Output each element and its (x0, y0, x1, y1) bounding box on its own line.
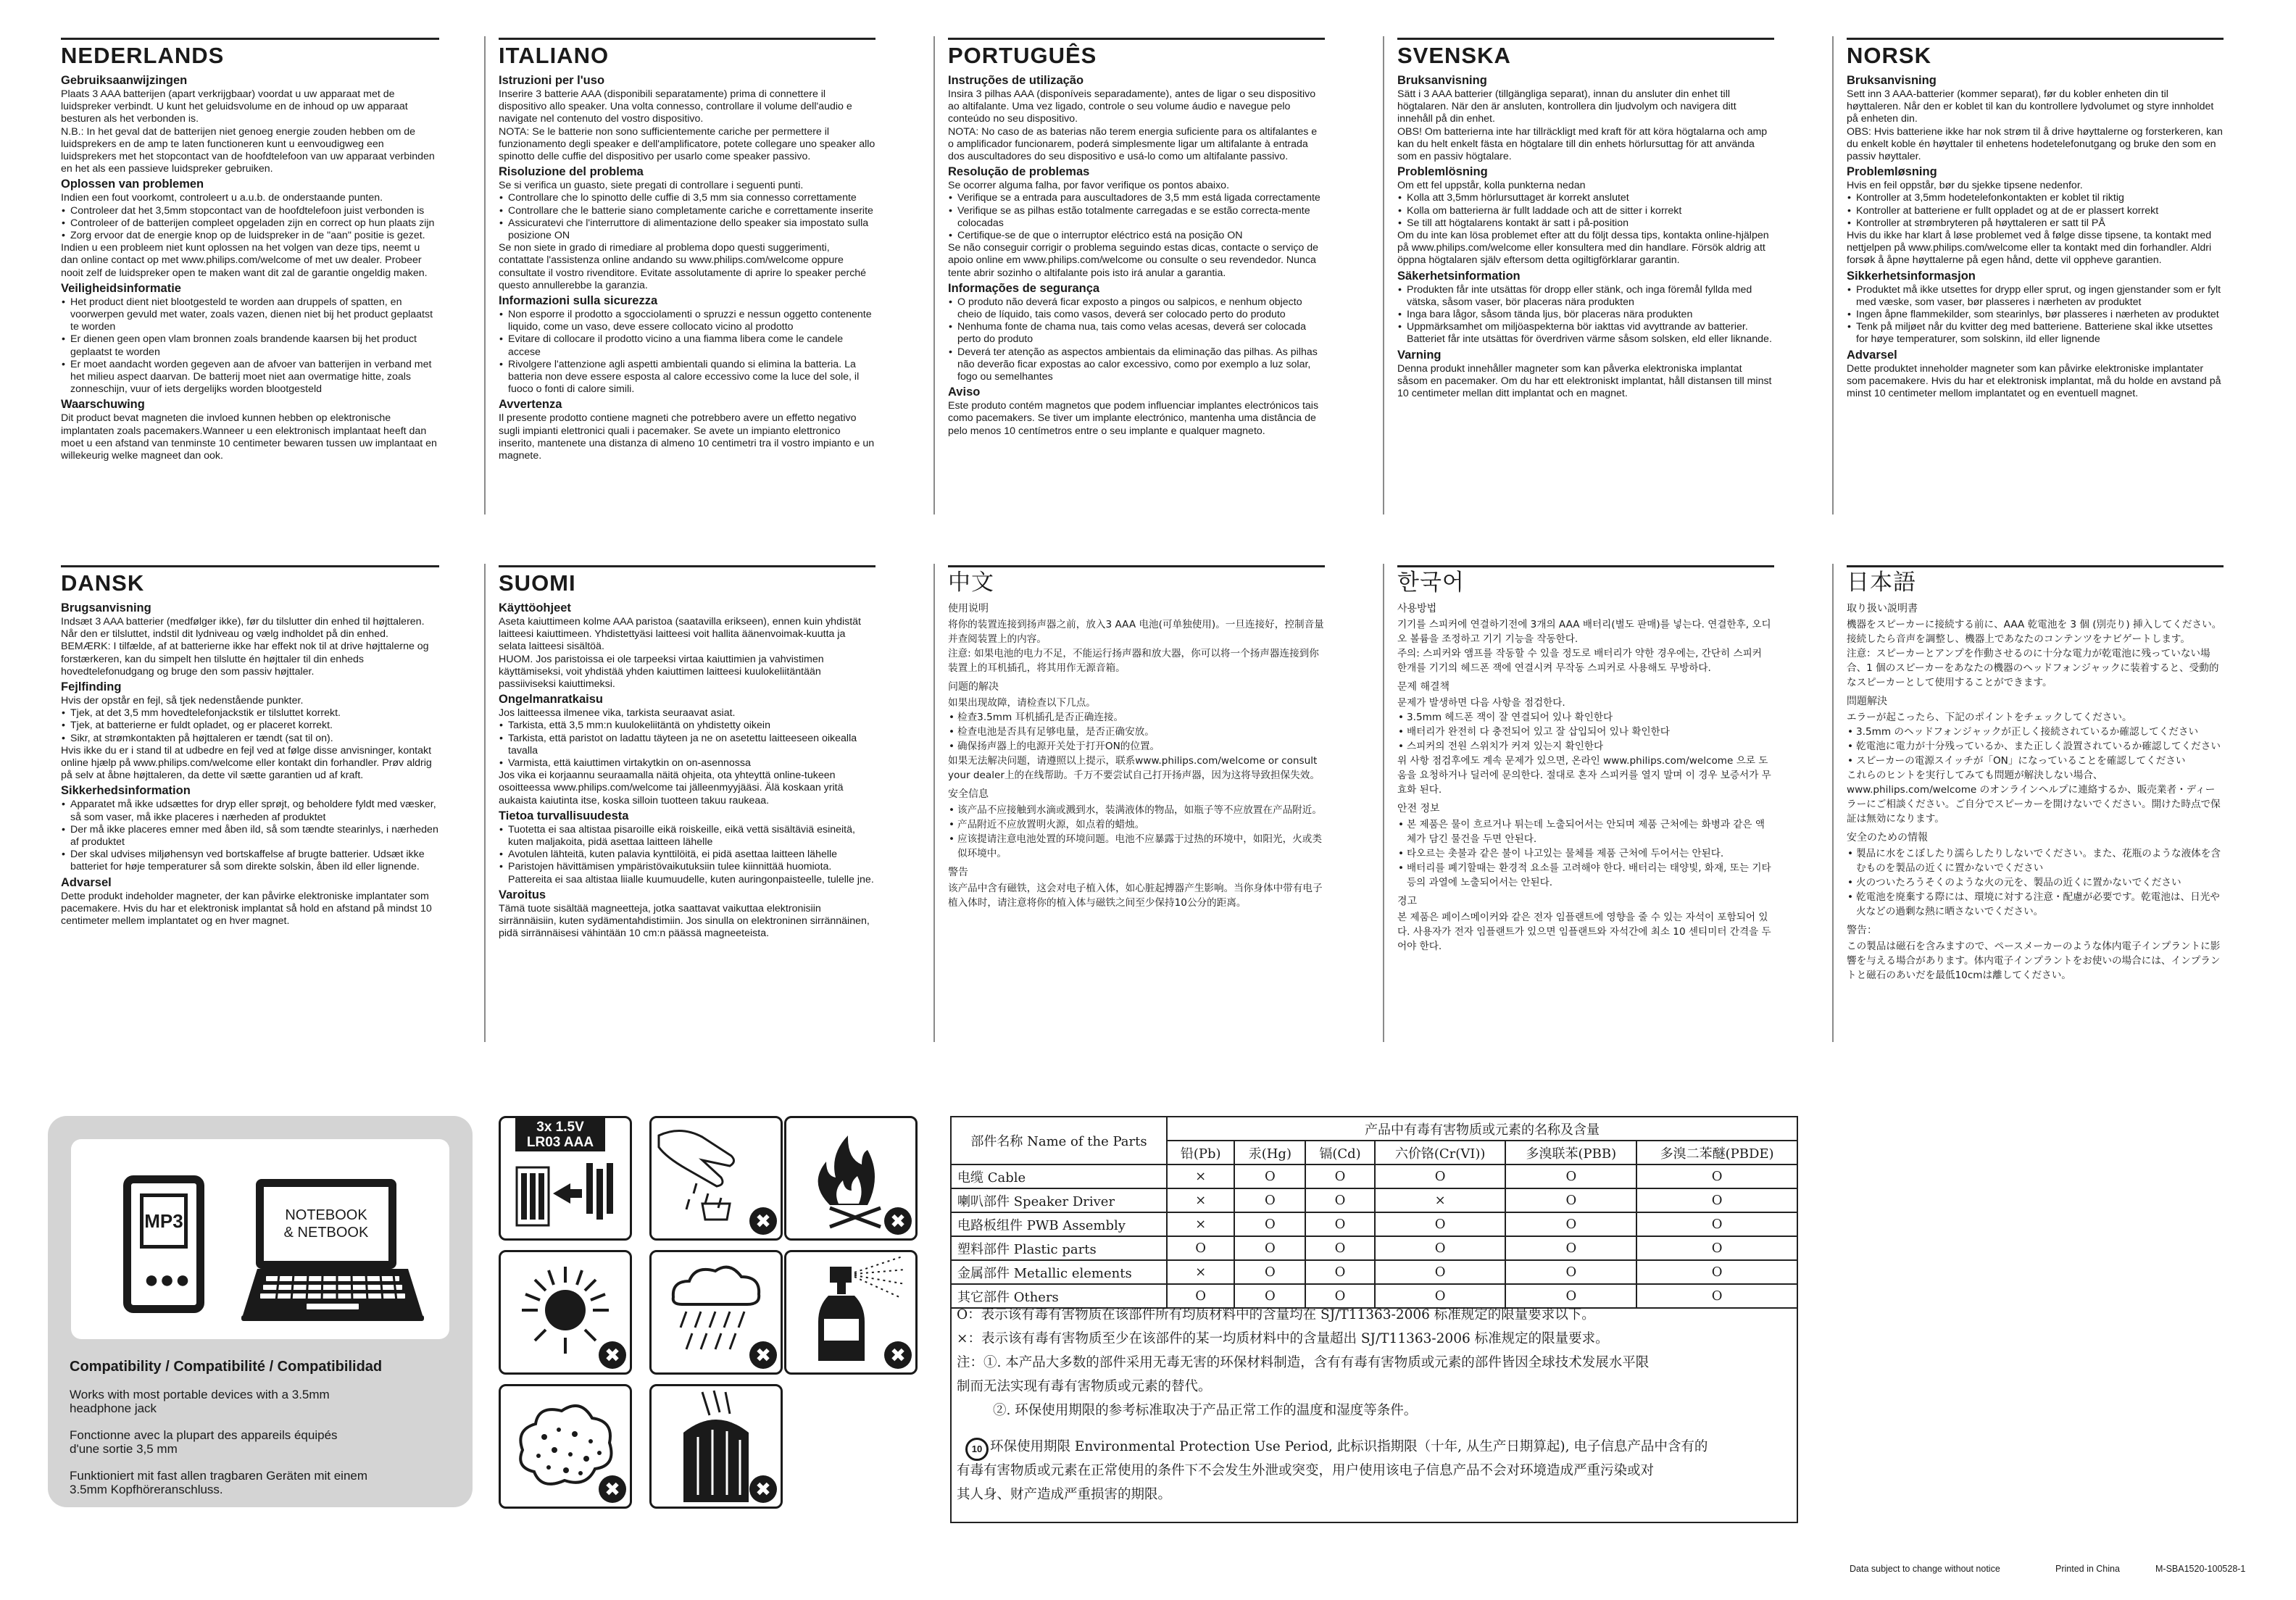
bullet-list (1397, 192, 1774, 230)
paragraph: Se si verifica un guasto, siete pregati di controllare i seguenti punti. (499, 180, 804, 192)
list-item: • 应该提请注意电池处置的环境问题。电池不应暴露于过热的环境中，如阳光，火或类似环境中。 (957, 832, 1325, 861)
paragraph: Se ocorrer alguma falha, por favor verifique os pontos abaixo. (948, 180, 1230, 192)
list-item: • 乾電池を廃棄する際には、環境に対する注意・配慮が必要です。乾電池は、日光や火などの過剰な熱に晒さないでください。 (1856, 890, 2224, 919)
list-item: • Tarkista, että paristot on ladattu täyteen ja ne on asetettu laitteeseen oikealla tavalla (508, 733, 875, 757)
paragraph: Indien u een probleem niet kunt oplossen na het volgen van deze tips, neemt u dan online contact op met www.philips.com/welcome of met uw dealer. Probeer nooit zelf de luidspreker open te maken want dit zal de garantie ongeldig maken. (61, 242, 428, 279)
substance-value-cell: O (1234, 1260, 1305, 1284)
section-heading: 경고 (1397, 896, 1418, 907)
substance-value-cell: O (1234, 1284, 1305, 1308)
substance-value-cell: O (1505, 1212, 1636, 1236)
section-heading: Käyttöohjeet (499, 601, 571, 614)
list-item: • Evitare di collocare il prodotto vicino a una fiamma libera come le candele accese (508, 333, 875, 358)
language-title: DANSK (61, 565, 439, 594)
section-heading: 警告： (1847, 925, 1877, 936)
section-heading: Gebruiksaanwijzingen (61, 74, 188, 87)
language-column-it (484, 36, 890, 514)
device-icons-box (71, 1139, 449, 1339)
battery-type: LR03 AAA (526, 1135, 594, 1150)
section-heading: 警告 (948, 867, 968, 878)
list-item: • Se till att högtalarens kontakt är satt i på-position (1407, 217, 1774, 230)
list-item: • Er dienen geen open vlam bronnen zoals brandende kaarsen bij het product geplaatst te worden (70, 333, 439, 358)
substances-group-header: 产品中有毒有害物质或元素的名称及含量 (1167, 1117, 1797, 1141)
compat-line-de: Funktioniert mit fast allen tragbaren Geräten mit einem 3.5mm Kopfhöreranschluss. (70, 1469, 368, 1496)
paragraph: Sätt i 3 AAA batterier (tillgängliga separat), innan du ansluter din enhet till högtalaren. När den är ansluten, kontrollera din ljudvolym och navigera ditt innehåll på din enhet. (1397, 88, 1736, 125)
paragraph: 문제가 발생하면 다음 사항을 점검한다. (1397, 697, 1565, 709)
prohibited-badge: ✖ (599, 1475, 626, 1503)
paragraph: HUOM. Jos paristoissa ei ole tarpeeksi virtaa kaiuttimien ja vahvistimen käyttämiseksi, voit yhdistää yhden kaiuttimen laitteesi kuulokeliitäntään passiiviseksi kaiuttimeksi. (499, 653, 824, 691)
compat-line-en: Works with most portable devices with a 3.5mm headphone jack (70, 1388, 330, 1415)
paragraph: Se não conseguir corrigir o problema seguindo estas dicas, contacte o serviço de apoio online em www.philips.com/welcome ou consulte o seu revendedor. Nunca tente abrir sozinho o altifalante pois isto irá anular a garantia. (948, 242, 1319, 279)
substance-value-cell: O (1167, 1284, 1234, 1308)
list-item: • Certifique-se de que o interruptor eléctrico está na posição ON (957, 230, 1325, 242)
language-column-da (48, 564, 454, 1042)
section-heading: Brugsanvisning (61, 601, 151, 614)
list-item: • Controllare che le batterie siano completamente cariche e correttamente inserite (508, 205, 875, 217)
paragraph: Jos laitteessa ilmenee vika, tarkista seuraavat asiat. (499, 707, 736, 720)
list-item: • 스피커의 전원 스위치가 커져 있는지 확인한다 (1407, 739, 1774, 754)
substance-value-cell: O (1636, 1164, 1797, 1188)
substance-value-cell: × (1167, 1164, 1234, 1188)
language-column-ja (1832, 564, 2238, 1042)
list-item: • Sikr, at strømkontakten på højttaleren er tændt (sat til on). (70, 733, 439, 745)
substance-value-cell: O (1305, 1164, 1374, 1188)
paragraph: Insira 3 pilhas AAA (disponíveis separadamente), antes de ligar o seu dispositivo ao altifalante. Uma vez ligado, controle o seu volume áudio e navegue pelo conteúdo no seu dispositivo. (948, 88, 1316, 125)
rohs-note-x: ×：表示该有毒有害物质至少在该部件的某一均质材料中的含量超出 SJ/T11363-2006 标准规定的限量要求。 (957, 1331, 1609, 1346)
table-row (951, 1236, 1797, 1260)
list-item: • Apparatet må ikke udsættes for dryp eller sprøjt, og beholdere fyldt med væsker, så som vaser, må ikke placeres i nærheden af produktet (70, 799, 439, 823)
list-item: • Er moet aandacht worden gegeven aan de afvoer van batterijen in verband met het milieu aspect daarvan. De batterij moet niet aan overmatige hitte, zoals zonneschijn, vuur of iets dergelijks worden blootgesteld (70, 359, 439, 396)
substance-header: 汞(Hg) (1234, 1141, 1305, 1164)
language-title: NORSK (1847, 38, 2224, 67)
bullet-list (1397, 710, 1774, 754)
part-name-cell: 电缆 Cable (951, 1164, 1167, 1188)
prohibited-badge: ✖ (749, 1475, 777, 1503)
paragraph: 위 사항 점검후에도 계속 문제가 있으면, 온라인 www.philips.com/welcome 으로 도움을 요청하거나 딜러에 문의한다. 절대로 혼자 스피커를 열지 말며 이 경우 보증서가 무효화 된다. (1397, 755, 1771, 796)
paragraph: BEMÆRK: I tilfælde, af at batterierne ikke har effekt nok til at drive højttalerne og forstærkeren, kan du simpelt hen tilslutte én højttaler til din enheds hovedtelefonudgang og bruge den som passiv højttaler. (61, 641, 429, 678)
bullet-list (1847, 725, 2224, 768)
laptop-screen (256, 1179, 396, 1269)
paragraph: Inserire 3 batterie AAA (disponibili separatamente) prima di connettere il dispositivo allo speaker. Una volta connesso, controllare il volume dell'audio e navigate nel contenuto del vostro dispositivo. (499, 88, 852, 125)
rohs-note-1b: 制而无法实现有毒有害物质或元素的替代。 (957, 1379, 1212, 1394)
list-item: • Verifique se a entrada para auscultadores de 3,5 mm está ligada correctamente (957, 192, 1325, 204)
section-heading: Aviso (948, 386, 981, 399)
substance-value-cell: O (1505, 1260, 1636, 1284)
section-heading: Bruksanvisning (1847, 74, 1937, 87)
list-item: • Kontroller at batteriene er fullt oppladet og at de er plassert korrekt (1856, 205, 2224, 217)
paragraph: Hvis ikke du er i stand til at udbedre en fejl ved at følge disse anvisninger, kontakt online hjælp på www.philips.com/welcome eller kontakt din forhandler. Prøv aldrig på selv at åbne højttaleren, da dette vil sætte garantien ud af kraft. (61, 744, 432, 782)
list-item: • Varmista, että kaiuttimen virtakytkin on on-asennossa (508, 757, 875, 770)
list-item: • Kontroller at 3,5mm hodetelefonkontakten er koblet til riktig (1856, 192, 2224, 204)
prohibited-badge: ✖ (749, 1341, 777, 1369)
list-item: • Rivolgere l'attenzione agli aspetti ambientali quando si elimina la batteria. La batteria non deve essere esposta al calore eccessivo come la luce del sole, il fuoco o fonti di calore simili. (508, 359, 875, 396)
substance-value-cell: O (1305, 1284, 1374, 1308)
substance-header: 多溴联苯(PBB) (1505, 1141, 1636, 1164)
list-item: • Het product dient niet blootgesteld te worden aan druppels of spatten, en voorwerpen gevuld met water, zoals vazen, dienen niet bij het product geplaatst te worden (70, 296, 439, 334)
section-heading: 사용방법 (1397, 603, 1437, 614)
part-name-cell: 塑料部件 Plastic parts (951, 1236, 1167, 1260)
section-heading: Istruzioni per l'uso (499, 74, 605, 87)
parts-column-header: 部件名称 Name of the Parts (951, 1117, 1167, 1164)
language-title: SVENSKA (1397, 38, 1774, 67)
list-item: • Der skal udvises miljøhensyn ved bortskaffelse af brugte batterier. Udsæt ikke batteriet for høje temperaturer så som direkte solskin, åben ild eller lignende. (70, 849, 439, 873)
bullet-list (1397, 284, 1774, 346)
list-item: • Tuotetta ei saa altistaa pisaroille eikä roiskeille, eikä vettä sisältäviä esineitä, kuten maljakoita, pidä asettaa laitteen lähelle (508, 824, 875, 849)
paragraph: Tämä tuote sisältää magneetteja, jotka saattavat vaikuttaa elektronisiin sirrännäisiin, kuten sydämentahdistimiin. Jos sinulla on elektroninen sirrännäinen, pidä sirrännäisesi vähintään 10 cm:n päässä magneeteista. (499, 902, 870, 940)
no-open-flame-pictogram (784, 1116, 918, 1241)
laptop-label-line-1: NOTEBOOK (285, 1207, 367, 1223)
substance-value-cell: O (1234, 1164, 1305, 1188)
paragraph: 機器をスピーカーに接続する前に、AAA 乾電池を 3 個 (別売り) 挿入してください。接続したら音声を調整し、機器上であなたのコンテンツをナビゲートします。 (1847, 619, 2222, 645)
substance-value-cell: O (1636, 1236, 1797, 1260)
substance-value-cell: O (1167, 1236, 1234, 1260)
mp3-buttons: ●●● (144, 1266, 191, 1293)
section-heading: 安全信息 (948, 788, 989, 800)
no-rain-pictogram (649, 1250, 783, 1375)
language-title: 日本語 (1847, 565, 2224, 594)
list-item: • 产品附近不应放置明火源，如点着的蜡烛。 (957, 817, 1325, 832)
paragraph: OBS: Hvis batteriene ikke har nok strøm til å drive høyttalerne og forsterkeren, kan du enkelt koble én høyttaler til enhetens hodetelefonutgang og bruke den som en passiv høyttaler. (1847, 125, 2223, 163)
section-heading: Sikkerhetsinformasjon (1847, 269, 1976, 283)
paragraph: Plaats 3 AAA batterijen (apart verkrijgbaar) voordat u uw apparaat met de luidspreker verbindt. U kunt het geluidsvolume en de inhoud op uw apparaat besturen als het verbonden is. (61, 88, 408, 125)
section-heading: Advarsel (1847, 348, 1897, 362)
section-heading: Fejlfinding (61, 680, 122, 694)
substance-value-cell: O (1305, 1260, 1374, 1284)
rohs-hazardous-substances-table (950, 1116, 1798, 1309)
battery-insert-icon (501, 1151, 630, 1238)
language-column-fi (484, 564, 890, 1042)
section-heading: Avvertenza (499, 398, 562, 412)
substance-value-cell: O (1375, 1260, 1506, 1284)
epup-line-2: 有毒有害物质或元素在正常使用的条件下不会发生外泄或突变，用户使用该电子信息产品不会对环境造成严重污染或对 (957, 1463, 1655, 1478)
bullet-list (499, 720, 875, 770)
language-title: ITALIANO (499, 38, 875, 67)
substance-value-cell: O (1305, 1236, 1374, 1260)
list-item: • Verifique se as pilhas estão totalmente carregadas e se estão correcta-mente colocadas (957, 205, 1325, 230)
no-dust-pictogram (499, 1384, 632, 1509)
list-item: • Tjek, at det 3,5 mm hovedtelefonjackstik er tilsluttet korrekt. (70, 707, 439, 720)
language-title: SUOMI (499, 565, 875, 594)
section-heading: 问题的解决 (948, 681, 999, 693)
section-heading: Varoitus (499, 888, 546, 901)
rohs-table-body (951, 1164, 1797, 1308)
language-title: 한국어 (1397, 565, 1774, 594)
substance-value-cell: O (1636, 1212, 1797, 1236)
bullet-list (499, 192, 875, 242)
epup-line-1: 环保使用期限 Environmental Protection Use Period, 此标识指期限（十年, 从生产日期算起), 电子信息产品中含有的 (990, 1439, 1708, 1454)
bullet-list (1847, 284, 2224, 346)
list-item: • Tarkista, että 3,5 mm:n kuulokeliitäntä on yhdistetty oikein (508, 720, 875, 732)
substance-value-cell: O (1305, 1212, 1374, 1236)
section-heading: Risoluzione del problema (499, 165, 644, 179)
list-item: • 乾電池に電力が十分残っているか、また正しく設置されているか確認してください (1856, 739, 2224, 754)
section-heading: Instruções de utilização (948, 74, 1084, 87)
section-heading: Waarschuwing (61, 398, 145, 412)
substance-value-cell: O (1375, 1212, 1506, 1236)
table-row (951, 1164, 1797, 1188)
paragraph: この製品は磁石を含みますので、ペースメーカーのような体内電子インプラントに影響を与える場合があります。体内電子インプラントをお使いの場合には、インプラントと磁石のあいだを最低10cmは離してください。 (1847, 941, 2221, 981)
paragraph: Indsæt 3 AAA batterier (medfølger ikke), før du tilslutter din enhed til højttaleren. Når den er tilsluttet, indstil dit lydniveau og vælg indholdet på din enhed. (61, 616, 425, 641)
section-heading: Ongelmanratkaisu (499, 693, 603, 707)
bullet-list (1847, 192, 2224, 230)
list-item: • Nenhuma fonte de chama nua, tais como velas acesas, deverá ser colocada perto do produto (957, 321, 1325, 346)
list-item: • Controleer dat het 3,5mm stopcontact van de hoofdtelefoon juist verbonden is (70, 205, 439, 217)
paragraph: Hvis du ikke har klart å løse problemet ved å følge disse tipsene, ta kontakt med nettjelpen på www.philips.com/welcome eller ta kontakt med din forhandler. Aldri forsøk å åpne høyttalerne på egen hånd, dette vil oppheve garantien. (1847, 230, 2212, 267)
list-item: • Der må ikke placeres emner med åben ild, så som tændte stearinlys, i nærheden af produktet (70, 824, 439, 849)
substance-header: 六价铬(Cr(VI)) (1375, 1141, 1506, 1164)
list-item: • 타오르는 촛불과 같은 불이 나고있는 물체를 제품 근처에 두어서는 안된다. (1407, 846, 1774, 861)
list-item: • Paristojen hävittämisen ympäristövaikutuksiin tulee kiinnittää huomiota. Pattereita ei saa altistaa liialle kuumuudelle, kuten auringonpaisteelle, tulelle jne. (508, 861, 875, 886)
laptop-keyboard-icon (241, 1267, 424, 1325)
section-heading: 안전 정보 (1397, 803, 1440, 814)
footer-document-code: M-SBA1520-100528-1 (2155, 1564, 2246, 1574)
substance-value-cell: O (1234, 1212, 1305, 1236)
paragraph: Este produto contém magnetos que podem influenciar implantes electrónicos tais como pacemakers. Se tiver um implante electrónico, mantenha uma distância de pelo menos 10 centímetros entre o seu implante e qualquer magneto. (948, 400, 1319, 437)
section-heading: Bruksanvisning (1397, 74, 1487, 87)
section-heading: Informazioni sulla sicurezza (499, 294, 658, 308)
list-item: • Produkten får inte utsättas för dropp eller stänk, och inga föremål fyllda med vätska, såsom vaser, bör placeras nära produkten (1407, 284, 1774, 309)
section-heading: Informações de segurança (948, 281, 1100, 295)
no-impact-pictogram (649, 1384, 783, 1509)
substance-value-cell: O (1505, 1164, 1636, 1188)
paragraph: Il presente prodotto contiene magneti che potrebbero avere un effetto negativo sugli impianti elettronici quali i pacemaker. Se avete un impianto elettronico inserito, mantenete una distanza di almeno 10 centimetri tra il vostro impianto e un magnete. (499, 412, 875, 462)
bullet-list (61, 707, 439, 745)
section-heading: Problemløsning (1847, 165, 1937, 179)
bullet-list (61, 205, 439, 243)
language-title: NEDERLANDS (61, 38, 439, 67)
substance-value-cell: × (1375, 1188, 1506, 1212)
substance-value-cell: O (1505, 1188, 1636, 1212)
list-item: • 3.5mm 헤드폰 잭이 잘 연결되어 있나 확인한다 (1407, 710, 1774, 725)
mp3-label: MP3 (140, 1193, 188, 1249)
substance-header: 多溴二苯醚(PBDE) (1636, 1141, 1797, 1164)
paragraph: Dit product bevat magneten die invloed kunnen hebben op elektronische implantaten zoals pacemakers.Wanneer u een elektronisch implantaat heeft dan moet u een afstand van tenminste 10 centimeter bewaren tussen uw implantaat en willekeurig welke magneet dan ook. (61, 412, 437, 462)
bullet-list (948, 803, 1325, 861)
paragraph: Sett inn 3 AAA-batterier (kommer separat), før du kobler enheten din til høyttaleren. Når den er koblet til kan du kontrollere lydvolumet og styre innholdet på enheten din. (1847, 88, 2214, 125)
footer-disclaimer: Data subject to change without notice (1850, 1564, 2000, 1574)
substance-value-cell: O (1505, 1236, 1636, 1260)
paragraph: 기기를 스피커에 연결하기전에 3개의 AAA 배터리(별도 판매)를 넣는다. 연결한후, 오디오 볼륨을 조정하고 기기 기능을 작동한다. (1397, 619, 1771, 645)
section-heading: Advarsel (61, 875, 112, 889)
bullet-list (1847, 846, 2224, 919)
list-item: • 3.5mm のヘッドフォンジャックが正しく接続されているか確認してください (1856, 725, 2224, 739)
bullet-list (948, 296, 1325, 383)
bullet-list (948, 192, 1325, 242)
substance-value-cell: × (1167, 1260, 1234, 1284)
list-item: • Tenk på miljøet når du kvitter deg med batteriene. Batteriene skal ikke utsettes for høye temperaturer, som solskinn, ild eller lignende (1856, 321, 2224, 346)
battery-voltage: 3x 1.5V (536, 1120, 584, 1135)
language-column-ko (1383, 564, 1789, 1042)
list-item: • Ingen åpne flammekilder, som stearinlys, bør plasseres i nærheten av produktet (1856, 309, 2224, 321)
battery-spec-label (515, 1118, 605, 1151)
language-column-sv (1383, 36, 1789, 514)
table-row (951, 1188, 1797, 1212)
substance-value-cell: O (1234, 1236, 1305, 1260)
paragraph: Hvis en feil oppstår, bør du sjekke tipsene nedenfor. (1847, 180, 2083, 192)
bullet-list (61, 296, 439, 396)
section-heading: Veiligheidsinformatie (61, 281, 181, 295)
list-item: • Uppmärksamhet om miljöaspekterna bör iakttas vid avyttrande av batterier. Batteriet får inte utsättas för överdriven värme såsom solsken, eld eller liknande. (1407, 321, 1774, 346)
paragraph: エラーが起こったら、下記のポイントをチェックしてください。 (1847, 712, 2132, 723)
list-item: • Zorg ervoor dat de energie knop op de luidspreker in de "aan" positie is gezet. (70, 230, 439, 242)
compatibility-panel (48, 1116, 473, 1507)
laptop-label-line-2: & NETBOOK (283, 1225, 369, 1241)
prohibited-badge: ✖ (884, 1207, 912, 1235)
substance-value-cell: × (1167, 1212, 1234, 1236)
list-item: • Controllare che lo spinotto delle cuffie di 3,5 mm sia connesso correttamente (508, 192, 875, 204)
substance-value-cell: O (1505, 1284, 1636, 1308)
compatibility-title: Compatibility / Compatibilité / Compatibilidad (70, 1359, 383, 1375)
part-name-cell: 其它部件 Others (951, 1284, 1167, 1308)
paragraph: N.B.: In het geval dat de batterijen niet genoeg energie zouden hebben om de luidsprekers en de amp te laten functioneren kunt u eenvoudigweg een luidsprekers met het stopcontact van de hoofdtelefoon van uw apparaat verbinden en het als een passieve luidspreker gebruiken. (61, 125, 435, 175)
bullet-list (499, 309, 875, 396)
rohs-note-1a: 注：①. 本产品大多数的部件采用无毒无害的环保材料制造，含有有毒有害物质或元素的部件皆因全球技术发展水平限 (957, 1355, 1650, 1370)
no-water-drips-pictogram (649, 1116, 783, 1241)
list-item: • Tjek, at batterierne er fuldt opladet, og er placeret korrekt. (70, 720, 439, 732)
list-item: • 배터리를 폐기할때는 환경적 요소를 고려해야 한다. 배터리는 태양빛, 화재, 또는 기타등의 과열에 노출되어서는 안된다. (1407, 861, 1774, 890)
prohibited-badge: ✖ (884, 1341, 912, 1369)
epup-logo-icon: 10 (965, 1438, 989, 1461)
paragraph: Denna produkt innehåller magneter som kan påverka elektroniska implantat såsom en pacemaker. Om du har ett elektroniskt implantat, håll distansen till minst 10 centimeter mellan ditt implantat och en magnet. (1397, 362, 1772, 400)
paragraph: 将你的装置连接到扬声器之前，放入3 AAA 电池(可单独使用)。一旦连接好，控制音量并查阅装置上的内容。 (948, 619, 1324, 645)
section-heading: Tietoa turvallisuudesta (499, 809, 629, 822)
substance-value-cell: O (1375, 1164, 1506, 1188)
list-item: • 본 제품은 물이 흐르거나 튀는데 노출되어서는 안되며 제품 근처에는 화병과 같은 액체가 담긴 물건을 두면 안된다. (1407, 817, 1774, 846)
paragraph: Dette produktet inneholder magneter som kan påvirke elektroniske implantater som pacemakere. Hvis du har et elektronisk implantat, må du holde en avstand på minst 10 centimeter mellom implantatet og en eventuell magnet. (1847, 362, 2221, 400)
section-heading: 문제 해결책 (1397, 681, 1450, 693)
compat-line-fr: Fonctionne avec la plupart des appareils équipés d'une sortie 3,5 mm (70, 1428, 338, 1456)
list-item: • 火のついたろうそくのような火の元を、製品の近くに置かないでください (1856, 875, 2224, 890)
battery-pictogram (499, 1116, 632, 1241)
list-item: • O produto não deverá ficar exposto a pingos ou salpicos, e nenhum objecto cheio de líquido, tais como vasos, deverá ser colocado perto do produto (957, 296, 1325, 321)
rohs-note-o: O：表示该有毒有害物质在该部件所有均质材料中的含量均在 SJ/T11363-2006 标准规定的限量要求以下。 (957, 1307, 1595, 1322)
table-row (951, 1260, 1797, 1284)
section-heading: Sikkerhedsinformation (61, 784, 191, 798)
list-item: • Kontroller at strømbryteren på høyttaleren er satt til PÅ (1856, 217, 2224, 230)
substance-value-cell: O (1375, 1236, 1506, 1260)
bullet-list (1397, 817, 1774, 890)
list-item: • スピーカーの電源スイッチが「ON」になっていることを確認してください (1856, 754, 2224, 768)
list-item: • Kolla att 3,5mm hörlursuttaget är korrekt anslutet (1407, 192, 1774, 204)
language-column-nl (48, 36, 454, 514)
section-heading: 安全のための情報 (1847, 832, 1928, 843)
paragraph: Om ett fel uppstår, kolla punkterna nedan (1397, 180, 1586, 192)
substance-value-cell: O (1636, 1188, 1797, 1212)
list-item: • 배터리가 완전히 다 충전되어 있고 잘 삽입되어 있나 확인한다 (1407, 725, 1774, 739)
paragraph: これらのヒントを実行してみても問題が解決しない場合、www.philips.com/welcome のオンラインヘルプに連絡するか、販売業者・ディーラーにご相談ください。ご自分でスピーカーを開けないでください。開けた時点で保証は無効になります。 (1847, 770, 2221, 825)
section-heading: 使用说明 (948, 603, 989, 614)
paragraph: Aseta kaiuttimeen kolme AAA paristoa (saatavilla erikseen), ennen kuin yhdistät laitteesi kaiuttimeen. Yhdistettyäsi laitteesi voit hallita äänenvoimak-kuutta ja selata laitteesi sisältöä. (499, 616, 861, 653)
language-column-pt (933, 36, 1339, 514)
list-item: • 确保扬声器上的电源开关处于打开ON的位置。 (957, 739, 1325, 754)
part-name-cell: 金属部件 Metallic elements (951, 1260, 1167, 1284)
substance-value-cell: O (1636, 1284, 1797, 1308)
paragraph: Indien een fout voorkomt, controleert u a.u.b. de onderstaande punten. (61, 192, 383, 204)
epup-line-3: 其人身、财产造成严重损害的期限。 (957, 1487, 1172, 1502)
list-item: • Assicuratevi che l'interruttore di alimentazione dello speaker sia impostato sulla posizione ON (508, 217, 875, 242)
list-item: • Avotulen lähteitä, kuten palavia kynttilöitä, ei pidä asettaa laitteen lähelle (508, 849, 875, 861)
list-item: • 製品に水をこぼしたり濡らしたりしないでください。また、花瓶のような液体を含むものを製品の近くに置かないでください (1856, 846, 2224, 875)
part-name-cell: 喇叭部件 Speaker Driver (951, 1188, 1167, 1212)
paragraph: 注意：スピーカーとアンプを作動させるのに十分な電力が乾電池に残っていない場合、1 個のスピーカーをあなたの機器のヘッドフォンジャックに装着すると、受動的なスピーカーとして使用することができます。 (1847, 648, 2219, 688)
section-heading: Problemlösning (1397, 165, 1488, 179)
section-heading: Varning (1397, 348, 1442, 362)
list-item: • Produktet må ikke utsettes for drypp eller sprut, og ingen gjenstander som er fylt med væske, som vaser, bør plasseres i nærheten av produktet (1856, 284, 2224, 309)
laptop-icon (241, 1179, 424, 1324)
prohibited-badge: ✖ (749, 1207, 777, 1235)
rohs-note-2: ②. 环保使用期限的参考标准取决于产品正常工作的温度和湿度等条件。 (993, 1403, 1418, 1418)
substance-value-cell: O (1636, 1260, 1797, 1284)
paragraph: 如果出现故障，请检查以下几点。 (948, 697, 1096, 709)
no-spray-pictogram (784, 1250, 918, 1375)
section-heading: Oplossen van problemen (61, 178, 204, 191)
list-item: • Inga bara lågor, såsom tända ljus, bör placeras nära produkten (1407, 309, 1774, 321)
paragraph: 본 제품은 페이스메이커와 같은 전자 임플랜트에 영향을 줄 수 있는 자석이 포함되어 있다. 사용자가 전자 임플랜트가 있으면 임플랜트와 자석간에 최소 10 센티미터 간격을 두어야 한다. (1397, 912, 1771, 952)
paragraph: NOTA: No caso de as baterias não terem energia suficiente para os altifalantes e o amplificador funcionarem, poderá simplesmente ligar um altifalante à entrada dos auscultadores do seu dispositivo e usá-lo como um altifalante passivo. (948, 125, 1318, 163)
language-column-no (1832, 36, 2238, 514)
no-sunlight-pictogram (499, 1250, 632, 1375)
paragraph: NOTA: Se le batterie non sono sufficientemente cariche per permettere il funzionamento degli speaker e dell'amplificatore, potete collegare uno speaker allo spinotto delle cuffie del dispositivo per usarlo come speaker passivo. (499, 125, 875, 163)
bullet-list (948, 710, 1325, 754)
paragraph: Jos vika ei korjaannu seuraamalla näitä ohjeita, ota yhteyttä online-tukeen osoitteessa www.philips.com/welcome tai jälleenmyyjääsi. Älä koskaan yritä aukaista kaiutinta itse, koska silloin tuotteen takuu raukeaa. (499, 770, 844, 807)
prohibited-badge: ✖ (599, 1341, 626, 1369)
language-title: 中文 (948, 565, 1325, 594)
substance-header: 镉(Cd) (1305, 1141, 1374, 1164)
language-title: PORTUGUÊS (948, 38, 1325, 67)
paragraph: Om du inte kan lösa problemet efter att du följt dessa tips, kontakta online-hjälpen på www.philips.com/welcome eller konsultera med din handlare. Försök aldrig att öppna högtalaren själv eftersom detta ogiltigförklarar garantin. (1397, 230, 1769, 267)
bullet-list (499, 824, 875, 886)
part-name-cell: 电路板组件 PWB Assembly (951, 1212, 1167, 1236)
paragraph: 주의: 스피커와 앰프를 작동할 수 있을 정도로 배터리가 약한 경우에는, 간단히 스피커 한개를 기기의 헤드폰 잭에 연결시켜 무작동 스피커로 사용해도 무방하다. (1397, 648, 1762, 674)
list-item: • Non esporre il prodotto a sgocciolamenti o spruzzi e nessun oggetto contenente liquido, come un vaso, deve essere collocato vicino al prodotto (508, 309, 875, 333)
paragraph: Hvis der opstår en fejl, så tjek nedenstående punkter. (61, 695, 304, 707)
substance-value-cell: O (1375, 1284, 1506, 1308)
section-heading: 問題解決 (1847, 696, 1887, 707)
list-item: • Deverá ter atenção as aspectos ambientais da eliminação das pilhas. As pilhas não deverão ficar expostas ao calor excessivo, como por exemplo a luz solar, fogo ou semelhantes (957, 346, 1325, 384)
section-heading: Säkerhetsinformation (1397, 269, 1521, 283)
substance-value-cell: O (1234, 1188, 1305, 1212)
footer-printed-in: Printed in China (2055, 1564, 2120, 1574)
paragraph: 如果无法解决问题，请遵照以上提示，联系www.philips.com/welcome or consult your dealer上的在线帮助。千万不要尝试自己打开扬声器，因为这将导致担保失效。 (948, 755, 1320, 781)
bullet-list (61, 799, 439, 873)
list-item: • 该产品不应接触到水滴或溅到水，装满液体的物品，如瓶子等不应放置在产品附近。 (957, 803, 1325, 817)
paragraph: Dette produkt indeholder magneter, der kan påvirke elektroniske implantater som pacemakere. Hvis du har et elektronisk implantat så hold en afstand på mindst 10 centimeter mellem implantatet og en hver magnet. (61, 890, 432, 928)
paragraph: 该产品中含有磁铁，这会对电子植入体，如心脏起搏器产生影响。当你身体中带有电子植入体时，请注意将你的植入体与磁铁之间至少保持10公分的距离。 (948, 883, 1323, 909)
section-heading: 取り扱い説明書 (1847, 603, 1918, 614)
paragraph: OBS! Om batterierna inte har tillräckligt med kraft för att köra högtalarna och amp kan du helt enkelt fästa en högtalare till din enhets hörlursuttag för att använda som en passiv högtalare. (1397, 125, 1768, 163)
substance-header: 铅(Pb) (1167, 1141, 1234, 1164)
substance-value-cell: O (1305, 1188, 1374, 1212)
list-item: • 检查3.5mm 耳机插孔是否正确连接。 (957, 710, 1325, 725)
language-column-zh (933, 564, 1339, 1042)
list-item: • Kolla om batterierna är fullt laddade och att de sitter i korrekt (1407, 205, 1774, 217)
paragraph: Se non siete in grado di rimediare al problema dopo questi suggerimenti, contattate l'assistenza online andando su www.philips.com/welcome oppure consultate il vostro rivenditore. Evitate assolutamente di aprire lo speaker perché questo annullerebbe la garanzia. (499, 242, 867, 291)
list-item: • 检查电池是否具有足够电量，是否正确安放。 (957, 725, 1325, 739)
paragraph: 注意: 如果电池的电力不足，不能运行扬声器和放大器，你可以将一个扬声器连接到你装置上的耳机插孔，将其用作无源音箱。 (948, 648, 1319, 674)
mp3-player-icon (123, 1175, 204, 1313)
list-item: • Controleer of de batterijen compleet opgeladen zijn en correct op hun plaats zijn (70, 217, 439, 230)
substance-value-cell: × (1167, 1188, 1234, 1212)
table-row (951, 1212, 1797, 1236)
section-heading: Resolução de problemas (948, 165, 1090, 179)
